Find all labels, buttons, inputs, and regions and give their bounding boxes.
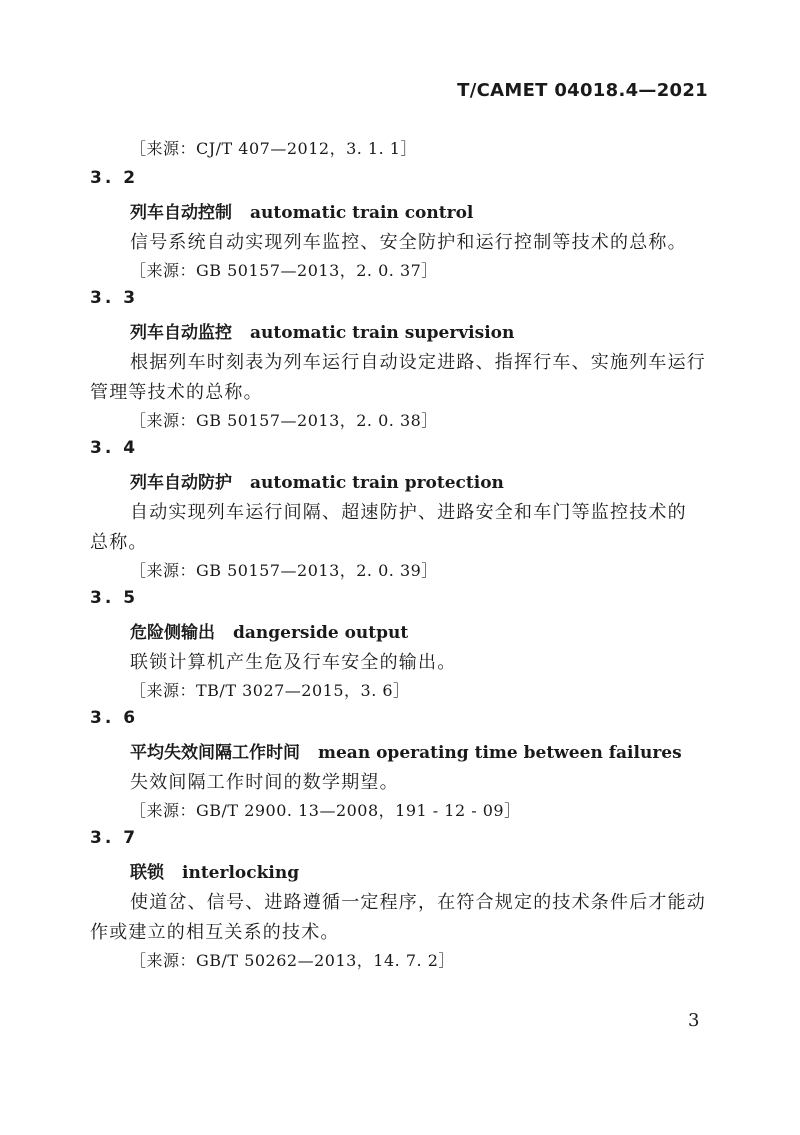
- term-english: automatic train control: [250, 203, 474, 223]
- term-heading: [130, 618, 408, 643]
- definition-text: 总称。: [90, 532, 148, 553]
- term-english: dangerside output: [233, 623, 409, 643]
- clause-number: 3. 6: [90, 708, 139, 728]
- term-english: automatic train protection: [250, 473, 504, 493]
- source-citation: ［来源：CJ/T 407—2012，3. 1. 1］: [130, 139, 417, 158]
- definition-text: 使道岔、信号、进路遵循一定程序，在符合规定的技术条件后才能动: [130, 892, 706, 913]
- source-citation: ［来源：GB 50157—2013，2. 0. 39］: [130, 561, 438, 580]
- definition-text: 信号系统自动实现列车监控、安全防护和运行控制等技术的总称。: [130, 232, 687, 253]
- clause-number: 3. 4: [90, 438, 139, 458]
- term-chinese: 联锁: [130, 863, 164, 883]
- source-citation: ［来源：GB/T 50262—2013，14. 7. 2］: [130, 951, 455, 970]
- definition-text: 作或建立的相互关系的技术。: [90, 922, 340, 943]
- clause-number: 3. 5: [90, 588, 139, 608]
- definition-text: 失效间隔工作时间的数学期望。: [130, 772, 399, 793]
- document-code: T/CAMET 04018.4—2021: [457, 80, 708, 101]
- clause-number: 3. 2: [90, 168, 139, 188]
- source-citation: ［来源：GB/T 2900. 13—2008，191 - 12 - 09］: [130, 801, 521, 820]
- term-heading: [130, 198, 473, 223]
- term-chinese: 平均失效间隔工作时间: [130, 743, 300, 763]
- term-heading: [130, 468, 504, 493]
- definition-text: 根据列车时刻表为列车运行自动设定进路、指挥行车、实施列车运行: [130, 352, 706, 373]
- source-citation: ［来源：GB 50157—2013，2. 0. 37］: [130, 261, 438, 280]
- term-english: mean operating time between failures: [318, 743, 682, 763]
- source-citation: ［来源：GB 50157—2013，2. 0. 38］: [130, 411, 438, 430]
- clause-number: 3. 3: [90, 288, 139, 308]
- term-chinese: 列车自动监控: [130, 323, 232, 343]
- definition-text: 联锁计算机产生危及行车安全的输出。: [130, 652, 457, 673]
- term-english: interlocking: [182, 863, 300, 883]
- term-chinese: 危险侧输出: [130, 623, 215, 643]
- definition-text: 自动实现列车运行间隔、超速防护、进路安全和车门等监控技术的: [130, 502, 687, 523]
- term-chinese: 列车自动控制: [130, 203, 232, 223]
- term-heading: [130, 858, 299, 883]
- term-heading: [130, 318, 514, 343]
- page-number: 3: [688, 1010, 700, 1031]
- term-english: automatic train supervision: [250, 323, 515, 343]
- term-chinese: 列车自动防护: [130, 473, 232, 493]
- clause-number: 3. 7: [90, 828, 139, 848]
- source-citation: ［来源：TB/T 3027—2015，3. 6］: [130, 681, 410, 700]
- term-heading: [130, 738, 682, 763]
- definition-text: 管理等技术的总称。: [90, 382, 263, 403]
